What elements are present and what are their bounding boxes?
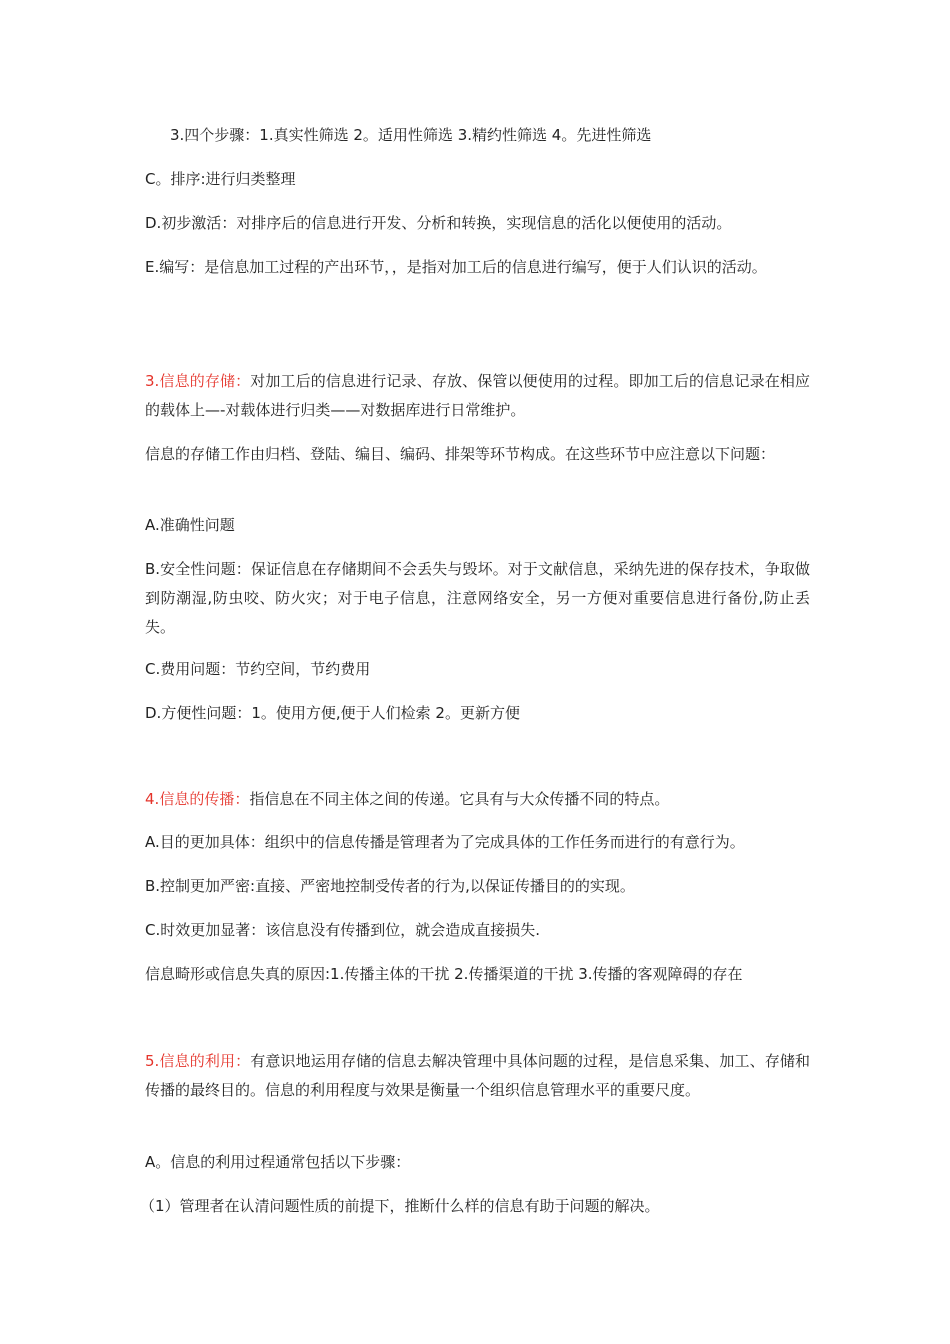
sort-paragraph: C。排序:进行归类整理 [145, 170, 296, 188]
cost-paragraph: C.费用问题：节约空间，节约费用 [145, 660, 371, 678]
utilization-body: 有意识地运用存储的信息去解决管理中具体问题的过程，是信息采集、加工、存储和传播的最终目的。信息的利用程度与效果是衡量一个组织信息管理水平的重要尺度。 [145, 1052, 810, 1099]
storage-section [145, 367, 810, 425]
storage-heading: 信息的存储： [159, 372, 251, 390]
utilization-heading: 信息的利用： [159, 1052, 251, 1070]
storage-body: 对加工后的信息进行记录、存放、保管以便使用的过程。即加工后的信息记录在相应的载体上—-对载体进行归类——对数据库进行日常维护。 [145, 372, 810, 419]
writing-paragraph: E.编写：是信息加工过程的产出环节，，是指对加工后的信息进行编写，便于人们认识的活动。 [145, 258, 767, 276]
timeliness-paragraph: C.时效更加显著：该信息没有传播到位，就会造成直接损失. [145, 921, 541, 939]
activation-paragraph: D.初步激活：对排序后的信息进行开发、分析和转换，实现信息的活化以便使用的活动。 [145, 214, 732, 232]
transmission-number: 4. [145, 790, 160, 808]
transmission-section [145, 785, 810, 814]
accuracy-paragraph: A.准确性问题 [145, 516, 235, 534]
utilization-steps-paragraph: A。信息的利用过程通常包括以下步骤： [145, 1153, 411, 1171]
security-paragraph: B.安全性问题：保证信息在存储期间不会丢失与毁坏。对于文献信息，采纳先进的保存技术，争取做到防潮湿,防虫咬、防火灾；对于电子信息，注意网络安全，另一方便对重要信息进行备份,防止丢失。 [145, 560, 810, 636]
transmission-heading: 信息的传播： [159, 790, 250, 808]
storage-number: 3. [145, 372, 160, 390]
distortion-paragraph: 信息畸形或信息失真的原因:1.传播主体的干扰 2.传播渠道的干扰 3.传播的客观障碍的存在 [145, 965, 743, 983]
convenience-paragraph: D.方便性问题：1。使用方便,便于人们检索 2。更新方便 [145, 704, 520, 722]
steps-paragraph: 3.四个步骤：1.真实性筛选 2。适用性筛选 3.精约性筛选 4。先进性筛选 [170, 126, 652, 144]
transmission-body: 指信息在不同主体之间的传递。它具有与大众传播不同的特点。 [249, 790, 670, 808]
step-one-paragraph: （1）管理者在认清问题性质的前提下，推断什么样的信息有助于问题的解决。 [140, 1197, 660, 1215]
utilization-section [145, 1047, 810, 1105]
storage-work-paragraph: 信息的存储工作由归档、登陆、编目、编码、排架等环节构成。在这些环节中应注意以下问题： [145, 445, 776, 463]
utilization-number: 5. [145, 1052, 160, 1070]
control-paragraph: B.控制更加严密:直接、严密地控制受传者的行为,以保证传播目的的实现。 [145, 877, 635, 895]
purpose-paragraph: A.目的更加具体：组织中的信息传播是管理者为了完成具体的工作任务而进行的有意行为。 [145, 833, 745, 851]
